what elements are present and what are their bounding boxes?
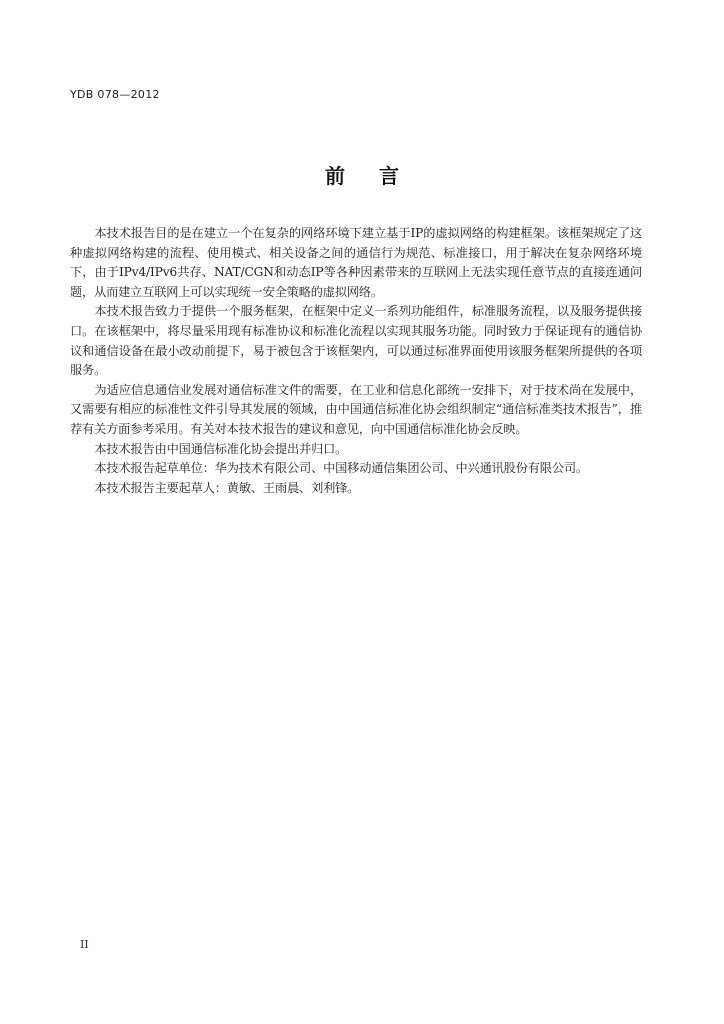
- document-code: YDB 078—2012: [70, 88, 160, 101]
- paragraph-framework: 本技术报告致力于提供一个服务框架，在框架中定义一系列功能组件，标准服务流程，以及服务提供接口。在该框架中，将尽量采用现有标准协议和标准化流程以实现其服务功能。同时致力于保证现有的通信协议和通信设备在最小改动前提下，易于被包含于该框架内，可以通过标准界面使用该服务框架所提供的各项服务。: [70, 304, 642, 378]
- page-number: II: [80, 938, 89, 951]
- paragraph-drafting-units: 本技术报告起草单位：华为技术有限公司、中国移动通信集团公司、中兴通讯股份有限公司。: [94, 461, 588, 476]
- paragraph-purpose: 本技术报告目的是在建立一个在复杂的网络环境下建立基于IP的虚拟网络的构建框架。该框架规定了这种虚拟网络构建的流程、使用模式、相关设备之间的通信行为规范、标准接口，用于解决在复杂网络环境下，由于IPv4/IPv6共存、NAT/CGN和动态IP等各种因素带来的互联网上无法实现任意节点的直接连通问题，从而建立互联网上可以实现统一安全策略的虚拟网络。: [70, 226, 642, 299]
- paragraph-drafters: 本技术报告主要起草人：黄敏、王雨晨、刘利锋。: [94, 480, 360, 495]
- page-title: 前言: [325, 164, 433, 188]
- paragraph-background: 为适应信息通信业发展对通信标准文件的需要，在工业和信息化部统一安排下，对于技术尚在发展中，又需要有相应的标准性文件引导其发展的领域，由中国通信标准化协会组织制定“通信标准类技术报告”，推荐有关方面参考采用。有关对本技术报告的建议和意见，向中国通信标准化协会反映。: [70, 382, 642, 436]
- foreword-body: [70, 224, 642, 498]
- paragraph-proposer: 本技术报告由中国通信标准化协会提出并归口。: [94, 441, 348, 456]
